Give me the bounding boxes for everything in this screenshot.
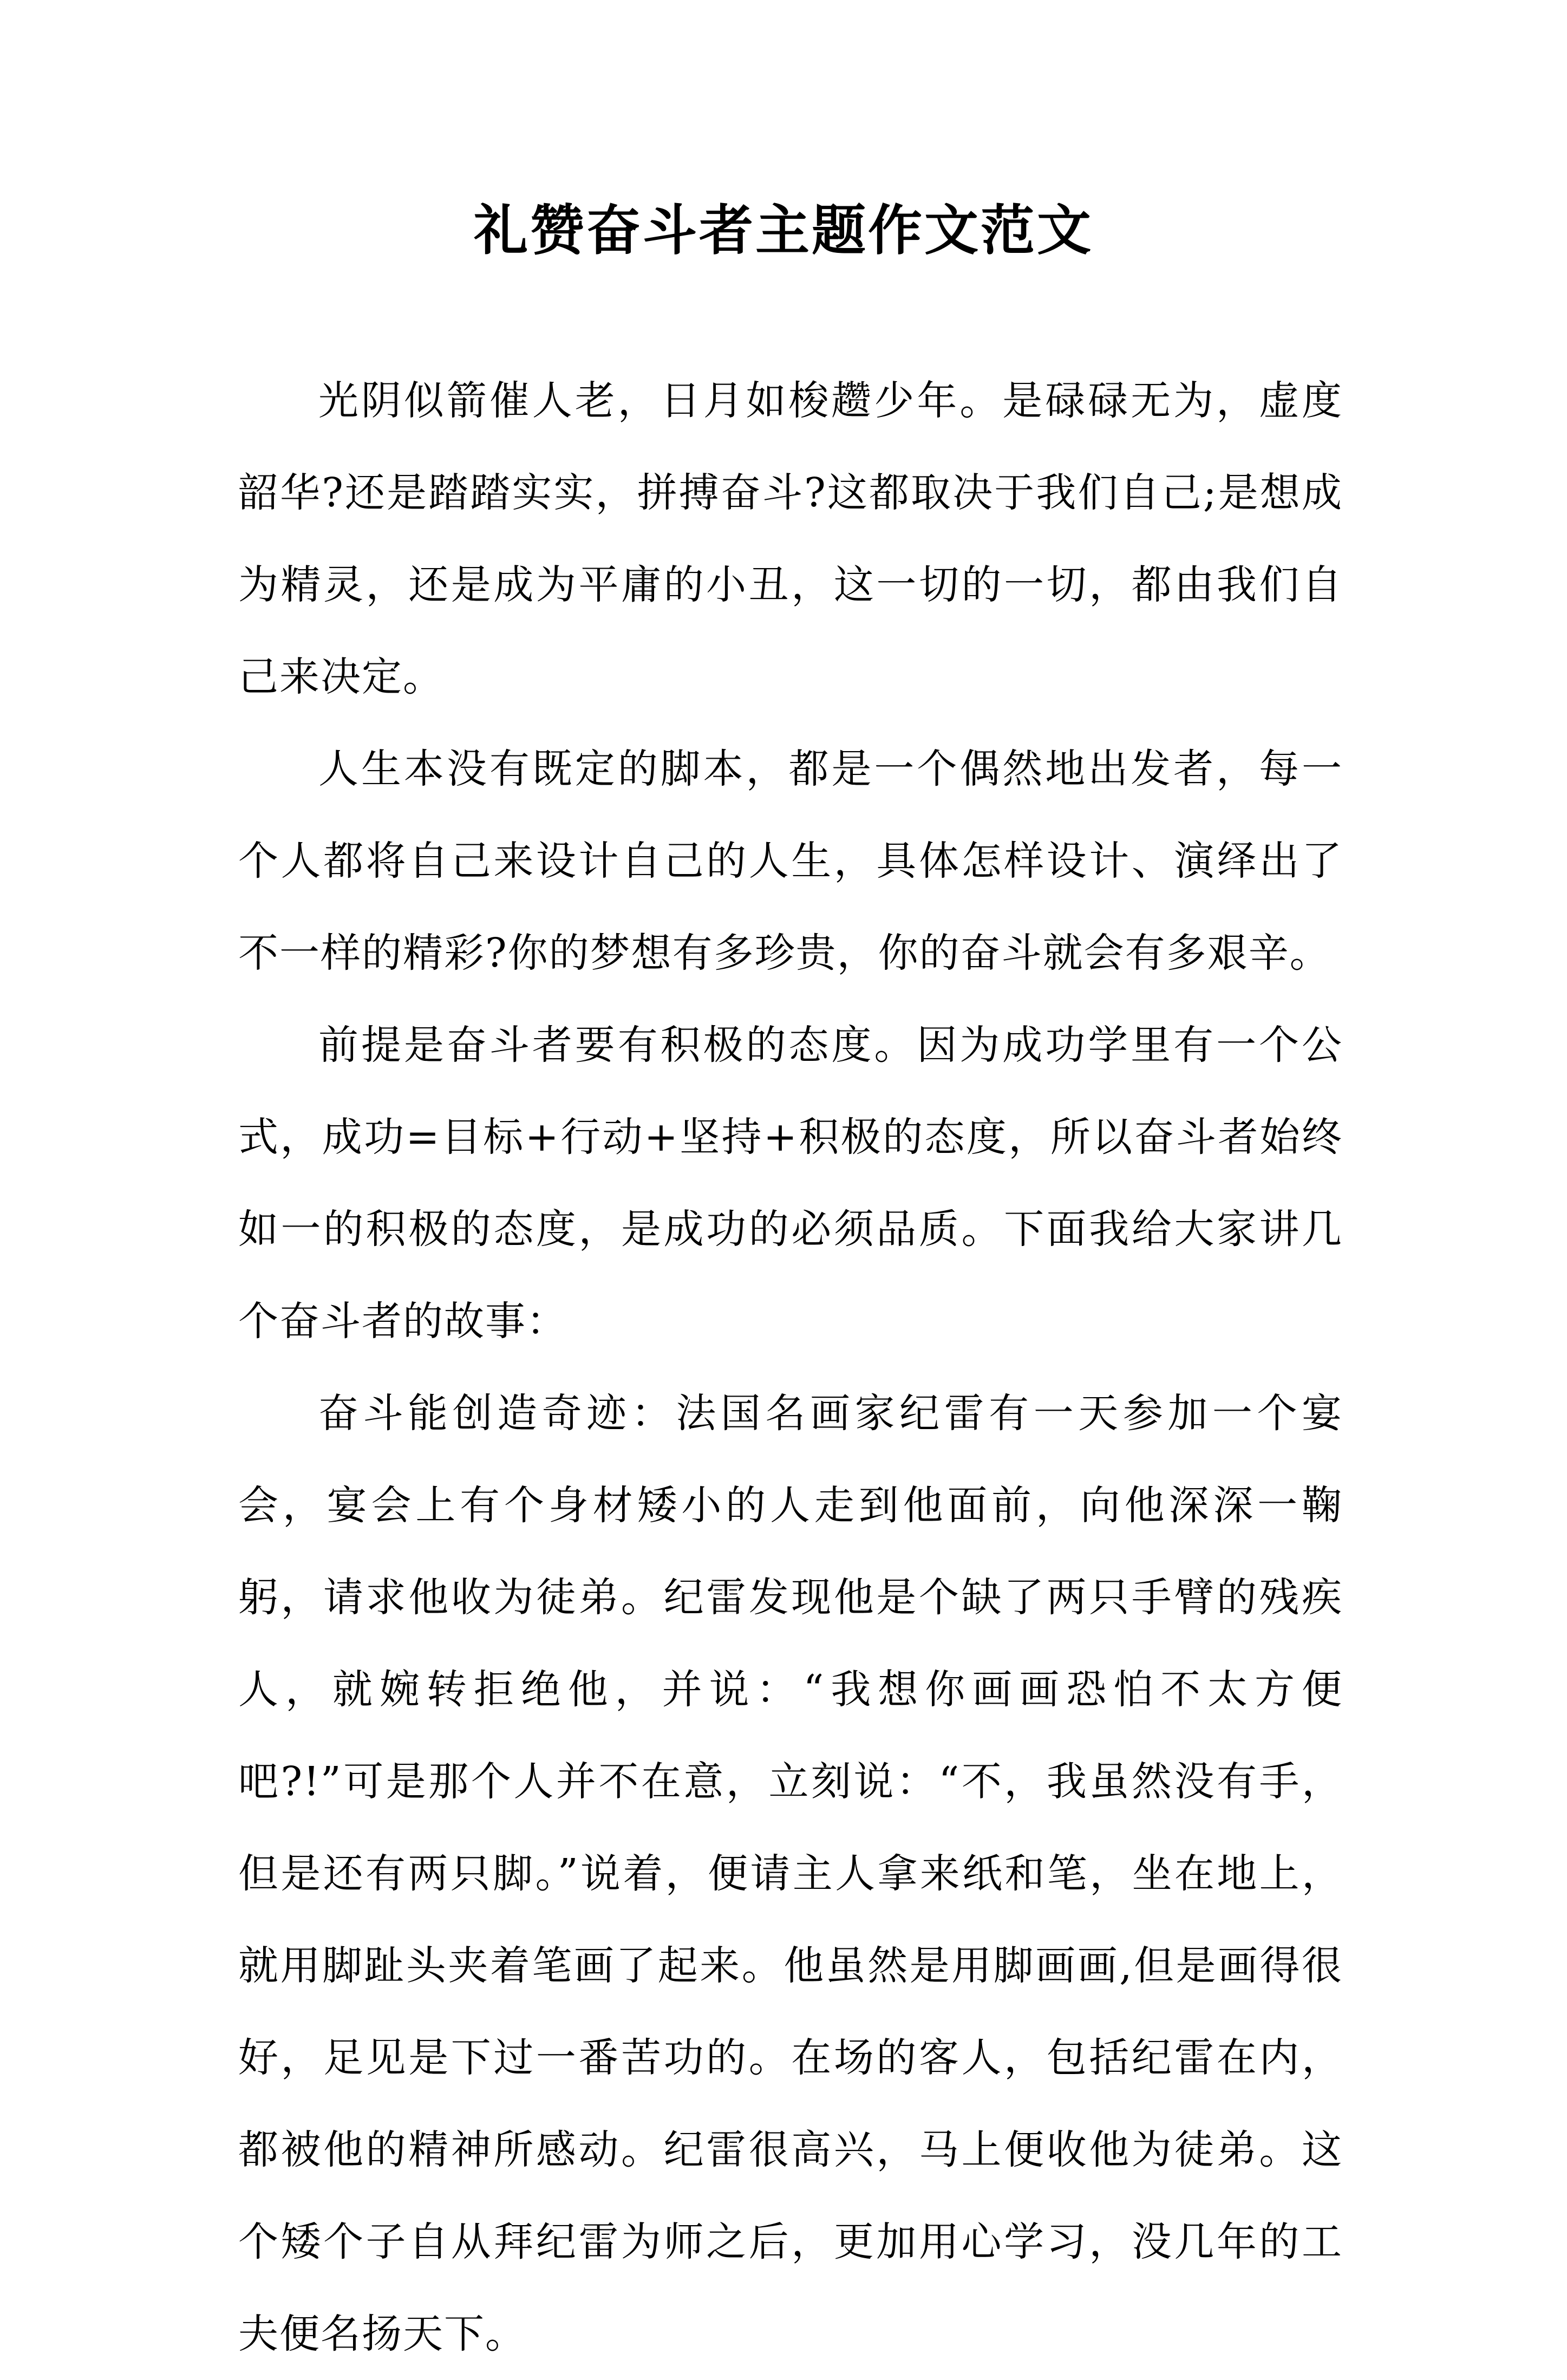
document-body — [238, 355, 1343, 2380]
paragraph-4: 奋斗能创造奇迹：法国名画家纪雷有一天参加一个宴会，宴会上有个身材矮小的人走到他面前，向他深深一鞠躬，请求他收为徒弟。纪雷发现他是个缺了两只手臂的残疾人，就婉转拒绝他，并说：“我想你画画恐怕不太方便吧?!”可是那个人并不在意，立刻说：“不，我虽然没有手，但是还有两只脚。”说着，便请主人拿来纸和笔，坐在地上，就用脚趾头夹着笔画了起来。他虽然是用脚画画,但是画得很好，足见是下过一番苦功的。在场的客人，包括纪雷在内，都被他的精神所感动。纪雷很高兴，马上便收他为徒弟。这个矮个子自从拜纪雷为师之后，更加用心学习，没几年的工夫便名扬天下。 — [238, 1390, 1343, 2357]
paragraph-2: 人生本没有既定的脚本，都是一个偶然地出发者，每一个人都将自己来设计自己的人生，具体怎样设计、演绎出了不一样的精彩?你的梦想有多珍贵，你的奋斗就会有多艰辛。 — [238, 746, 1343, 976]
paragraph-1: 光阴似箭催人老，日月如梭趱少年。是碌碌无为，虚度韶华?还是踏踏实实，拼搏奋斗?这都取决于我们自己;是想成为精灵，还是成为平庸的小丑，这一切的一切，都由我们自己来决定。 — [238, 377, 1343, 700]
document-title: 礼赞奋斗者主题作文范文 — [474, 198, 1093, 262]
paragraph-3: 前提是奋斗者要有积极的态度。因为成功学里有一个公式，成功=目标+行动+坚持+积极的态度，所以奋斗者始终如一的积极的态度，是成功的必须品质。下面我给大家讲几个奋斗者的故事： — [238, 1022, 1343, 1345]
